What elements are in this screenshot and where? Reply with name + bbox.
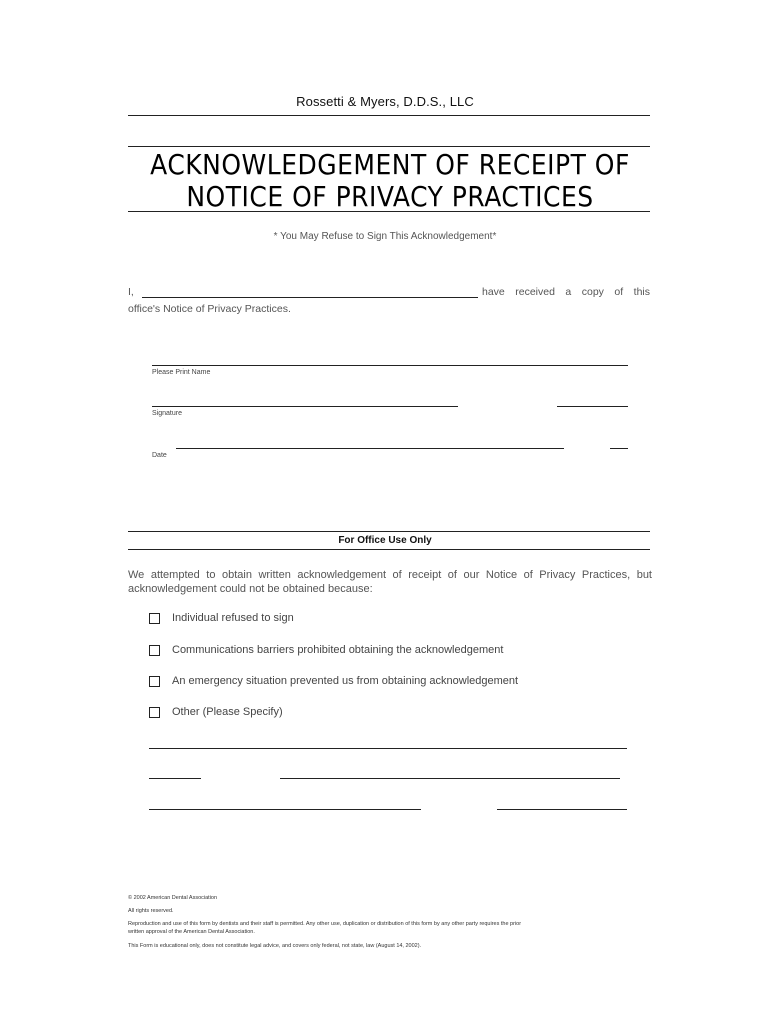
signature-field-extension xyxy=(557,406,628,407)
header-rule xyxy=(128,115,650,116)
other-specify-line-2a[interactable] xyxy=(149,778,201,779)
office-intro-text: We attempted to obtain written acknowledgement of receipt of our Notice of Privacy Practices, but acknowledgement could not be obtained because: xyxy=(128,569,652,595)
form-title-line1: ACKNOWLEDGEMENT OF RECEIPT OF xyxy=(150,148,630,181)
checkbox-emergency[interactable] xyxy=(149,676,160,687)
title-bottom-rule xyxy=(128,211,650,212)
footer-reproduction-line2: written approval of the American Dental Association. xyxy=(128,929,255,935)
statement-name-field[interactable] xyxy=(142,297,478,298)
date-label: Date xyxy=(152,452,167,459)
practice-name: Rossetti & Myers, D.D.S., LLC xyxy=(296,94,474,109)
option-refused[interactable] xyxy=(149,612,294,624)
checkbox-communication-barriers[interactable] xyxy=(149,645,160,656)
option-refused-label: Individual refused to sign xyxy=(172,612,294,624)
office-bottom-rule xyxy=(128,549,650,550)
office-use-heading: For Office Use Only xyxy=(338,535,432,546)
footer-copyright: © 2002 American Dental Association xyxy=(128,895,218,901)
footer-rights: All rights reserved. xyxy=(128,908,174,914)
date-field[interactable] xyxy=(176,448,564,449)
other-specify-line-1[interactable] xyxy=(149,748,627,749)
print-name-field[interactable] xyxy=(152,365,628,366)
option-other-label: Other (Please Specify) xyxy=(172,706,283,718)
title-top-rule xyxy=(128,146,650,147)
option-emergency[interactable] xyxy=(149,675,518,687)
checkbox-refused[interactable] xyxy=(149,613,160,624)
statement-suffix: have received a copy of this xyxy=(482,286,650,298)
statement-line2: office's Notice of Privacy Practices. xyxy=(128,303,291,315)
print-name-label: Please Print Name xyxy=(152,369,211,376)
other-specify-line-3b[interactable] xyxy=(497,809,627,810)
form-title-line2: NOTICE OF PRIVACY PRACTICES xyxy=(186,180,594,213)
other-specify-line-3a[interactable] xyxy=(149,809,421,810)
footer-reproduction-line1: Reproduction and use of this form by dentists and their staff is permitted. Any other use, duplication or distribution of this form by any other party requires the prior xyxy=(128,921,522,927)
checkbox-other[interactable] xyxy=(149,707,160,718)
signature-field[interactable] xyxy=(152,406,458,407)
other-specify-line-2b[interactable] xyxy=(280,778,620,779)
refuse-note: * You May Refuse to Sign This Acknowledgement* xyxy=(273,231,497,242)
signature-label: Signature xyxy=(152,410,182,417)
date-field-extension xyxy=(610,448,628,449)
office-top-rule xyxy=(128,531,650,532)
option-communication-barriers-label: Communications barriers prohibited obtaining the acknowledgement xyxy=(172,644,504,656)
option-other[interactable] xyxy=(149,706,283,718)
option-communication-barriers[interactable] xyxy=(149,644,503,656)
option-emergency-label: An emergency situation prevented us from obtaining acknowledgement xyxy=(172,675,519,687)
footer-disclaimer: This Form is educational only, does not constitute legal advice, and covers only federal, not state, law (August 14, 2002). xyxy=(128,943,422,949)
statement-prefix: I, xyxy=(128,286,134,298)
